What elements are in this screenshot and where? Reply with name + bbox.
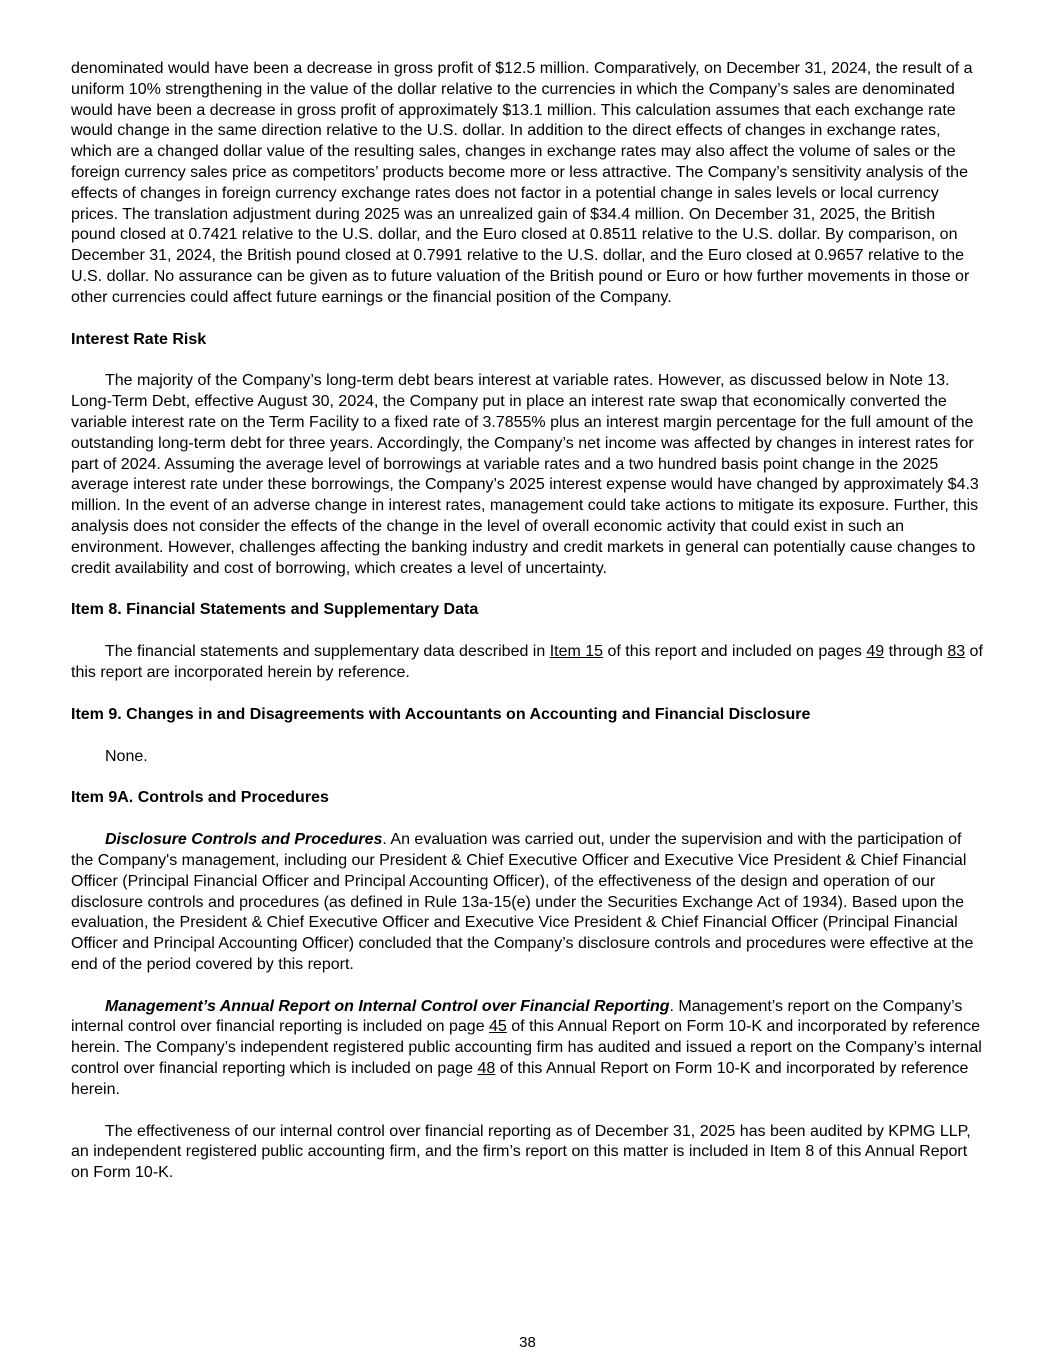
text-run: of this Annual Report on Form 10-K and incorporated by reference herein. The Company’s independent registered public accounting firm has audited and issued a report on the Company’s internal control over financial reporting which is included on page xyxy=(71,1018,982,1078)
text-run: The financial statements and supplementary data described in xyxy=(105,643,550,661)
link-page-45[interactable]: 45 xyxy=(489,1018,507,1036)
link-item-15[interactable]: Item 15 xyxy=(549,643,604,661)
body-paragraph xyxy=(71,1122,984,1184)
link-page-83[interactable]: 83 xyxy=(947,643,966,661)
text-run: The effectiveness of our internal control over financial reporting as of December 31, 2025 has been audited by KPMG LLP, an independent registered public accounting firm, and the firm’s report on this matter is included in Item 8 of this Annual Report on Form 10-K. xyxy=(71,1122,971,1182)
body-paragraph xyxy=(71,59,984,309)
body-paragraph xyxy=(71,747,984,768)
paragraph-lead-in: Management’s Annual Report on Internal Control over Financial Reporting xyxy=(105,997,670,1015)
section-heading xyxy=(71,330,984,351)
section-heading xyxy=(71,600,984,621)
text-run: of this Annual Report on Form 10-K and incorporated by reference herein. xyxy=(71,1060,969,1098)
document-body xyxy=(71,59,984,1184)
body-paragraph xyxy=(71,997,984,1101)
section-heading xyxy=(71,705,984,726)
body-paragraph xyxy=(71,642,984,684)
text-run: of this report are incorporated herein by reference. xyxy=(71,643,983,681)
text-run: denominated would have been a decrease in gross profit of $12.5 million. Comparatively, on December 31, 2024, the result of a uniform 10% strengthening in the value of the dollar relative to the currencies in which the Company’s sales are denominated would have been a decrease in gross profit of approximately $13.1 million. This calculation assumes that each exchange rate would change in the same direction relative to the U.S. dollar. In addition to the direct effects of changes in exchange rates, which are a changed dollar value of the resulting sales, changes in exchange rates may also affect the volume of sales or the foreign currency sales price as competitors’ products become more or less attractive. The Company’s sensitivity analysis of the effects of changes in foreign currency exchange rates does not factor in a potential change in sales levels or local currency prices. The translation adjustment during 2025 was an unrealized gain of $34.4 million. On December 31, 2025, the British pound closed at 0.7421 relative to the U.S. dollar, and the Euro closed at 0.8511 relative to the U.S. dollar. By comparison, on December 31, 2024, the British pound closed at 0.7991 relative to the U.S. dollar, and the Euro closed at 0.9657 relative to the U.S. dollar. No assurance can be given as to future valuation of the British pound or Euro or how further movements in those or other currencies could affect future earnings or the financial position of the Company. xyxy=(71,60,973,306)
page-number: 38 xyxy=(519,1334,536,1351)
text-run: of this report and included on pages xyxy=(603,643,867,661)
link-page-48[interactable]: 48 xyxy=(477,1060,496,1078)
link-page-49[interactable]: 49 xyxy=(866,643,885,661)
paragraph-lead-in: Disclosure Controls and Procedures xyxy=(105,831,383,849)
text-run: Item 9. Changes in and Disagreements with Accountants on Accounting and Financial Disclosure xyxy=(71,705,811,723)
text-run: . Management’s report on the Company’s internal control over financial reporting is included on page xyxy=(71,997,963,1036)
section-heading xyxy=(71,788,984,809)
text-run: The majority of the Company’s long-term debt bears interest at variable rates. However, as discussed below in Note 13. Long-Term Debt, effective August 30, 2024, the Company put in place an interest rate swap that economically converted the variable interest rate on the Term Facility to a fixed rate of 3.7855% plus an interest margin percentage for the full amount of the outstanding long-term debt for three years. Accordingly, the Company’s net income was affected by changes in interest rates for part of 2024. Assuming the average level of borrowings at variable rates and a two hundred basis point change in the 2025 average interest rate under these borrowings, the Company’s 2025 interest expense would have changed by approximately $4.3 million. In the event of an adverse change in interest rates, management could take actions to mitigate its exposure. Further, this analysis does not consider the effects of the change in the level of overall economic activity that could exist in such an environment. However, challenges affecting the banking industry and credit markets in general can potentially cause changes to credit availability and cost of borrowing, which creates a level of uncertainty. xyxy=(71,372,979,577)
text-run: Item 8. Financial Statements and Supplementary Data xyxy=(71,601,479,619)
body-paragraph xyxy=(71,830,984,976)
text-run: None. xyxy=(105,747,148,765)
text-run: . An evaluation was carried out, under the supervision and with the participation of the Company's management, including our President & Chief Executive Officer and Executive Vice President & Chief Financial Officer (Principal Financial Officer and Principal Accounting Officer), of the effectiveness of the design and operation of our disclosure controls and procedures (as defined in Rule 13a-15(e) under the Securities Exchange Act of 1934). Based upon the evaluation, the President & Chief Executive Officer and Executive Vice President & Chief Financial Officer (Principal Financial Officer and Principal Accounting Officer) concluded that the Company’s disclosure controls and procedures were effective at the end of the period covered by this report. xyxy=(71,831,974,973)
text-run: through xyxy=(884,643,948,661)
text-run: Interest Rate Risk xyxy=(71,330,207,348)
text-run: Item 9A. Controls and Procedures xyxy=(71,789,329,807)
body-paragraph xyxy=(71,371,984,579)
